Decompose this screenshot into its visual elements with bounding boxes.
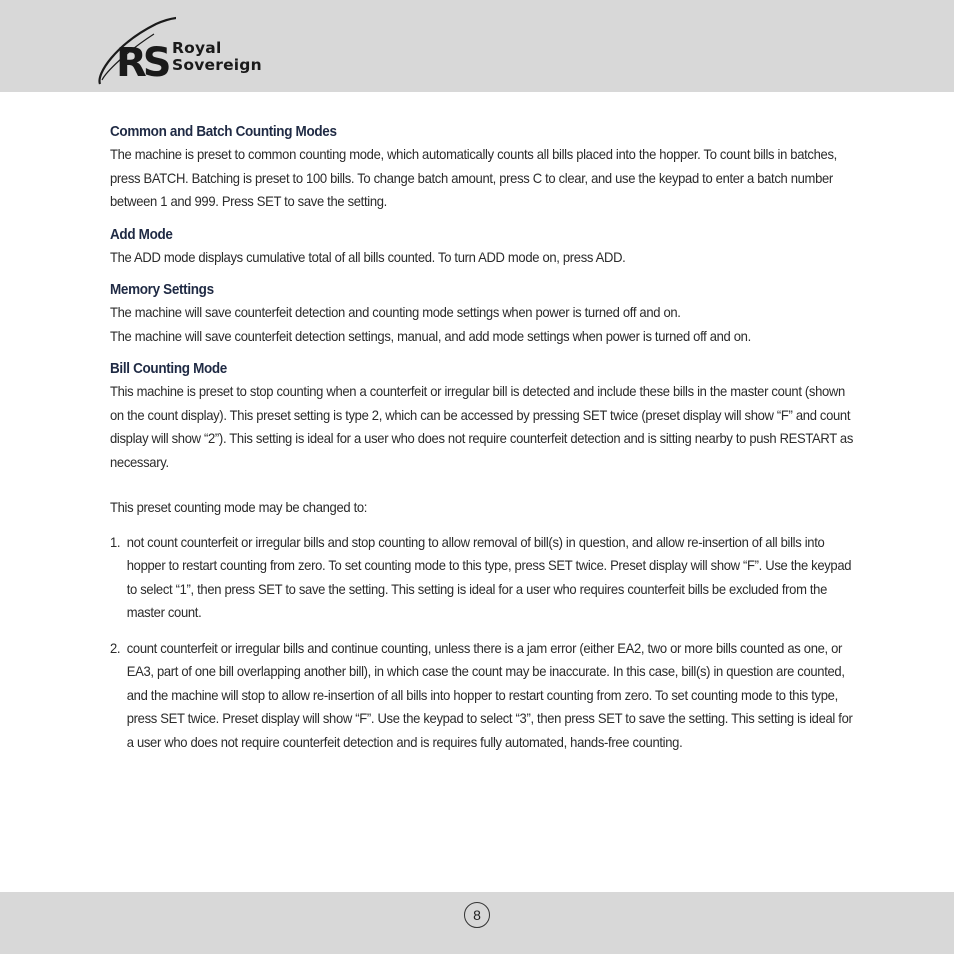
section-add-mode: [110, 225, 860, 270]
section-bill-counting-mode: [110, 359, 860, 754]
brand-name-line2: Sovereign: [172, 56, 262, 74]
section-heading: Common and Batch Counting Modes: [110, 124, 337, 140]
rs-logo-mark-icon: [96, 14, 176, 90]
options-intro: This preset counting mode may be changed to:: [110, 499, 368, 515]
list-item-text: count counterfeit or irregular bills and continue counting, unless there is a jam error (either EA2, two or more bills counted as one, or EA3, part of one bill overlapping another bill), in which case the count may be inaccurate. In this case, bill(s) in question are counted, and the machine will stop to allow re-insertion of all bills into hopper to restart counting from zero. To set counting mode to this type, press SET twice. Preset display will show “F”. Use the keypad to select “3”, then press SET to save the setting. This setting is ideal for a user who does not require counterfeit detection and is requires fully automated, hands-free counting.: [126, 639, 853, 750]
list-item: [110, 531, 860, 625]
royal-sovereign-logo: [96, 14, 296, 90]
list-item-text: not count counterfeit or irregular bills and stop counting to allow removal of bill(s) in question, and allow re-insertion of all bills into hopper to restart counting from zero. To set counting mode to this type, press SET twice. Preset display will show “F”. Use the keypad to select “1”, then press SET to save the setting. This setting is ideal for a user who requires counterfeit bills be excluded from the master count.: [126, 533, 852, 620]
page-number: 8: [464, 902, 490, 928]
svg-text:RS: RS: [116, 40, 168, 86]
page-header: [0, 0, 954, 92]
page-footer: [0, 892, 954, 954]
section-heading: Add Mode: [110, 226, 173, 243]
section-memory-settings: [110, 280, 860, 348]
section-body-line2: The machine will save counterfeit detection settings, manual, and add mode settings when power is turned off and on.: [110, 327, 751, 344]
section-body-line1: The machine will save counterfeit detection and counting mode settings when power is turned off and on.: [110, 304, 681, 320]
section-body: The ADD mode displays cumulative total of all bills counted. To turn ADD mode on, press ADD.: [110, 248, 626, 265]
section-heading: Bill Counting Mode: [110, 361, 227, 377]
section-heading: Memory Settings: [110, 282, 214, 298]
list-item: [110, 637, 860, 755]
list-item-number: 1.: [110, 533, 121, 550]
brand-name: [172, 40, 262, 74]
main-content: [110, 122, 854, 766]
brand-name-line1: Royal: [172, 39, 222, 57]
section-common-batch: [110, 122, 860, 214]
list-item-number: 2.: [110, 639, 121, 656]
section-body: This machine is preset to stop counting when a counterfeit or irregular bill is detected and include these bills in the master count (shown on the count display). This preset setting is type 2, which can be accessed by pressing SET twice (preset display will show “F” and count display will show “2”). This setting is ideal for a user who does not require counterfeit detection and is sitting nearby to push RESTART as necessary.: [110, 383, 854, 470]
section-body: The machine is preset to common counting mode, which automatically counts all bills placed into the hopper. To count bills in batches, press BATCH. Batching is preset to 100 bills. To change batch amount, press C to clear, and use the keypad to enter a batch number between 1 and 999. Press SET to save the setting.: [110, 146, 837, 209]
